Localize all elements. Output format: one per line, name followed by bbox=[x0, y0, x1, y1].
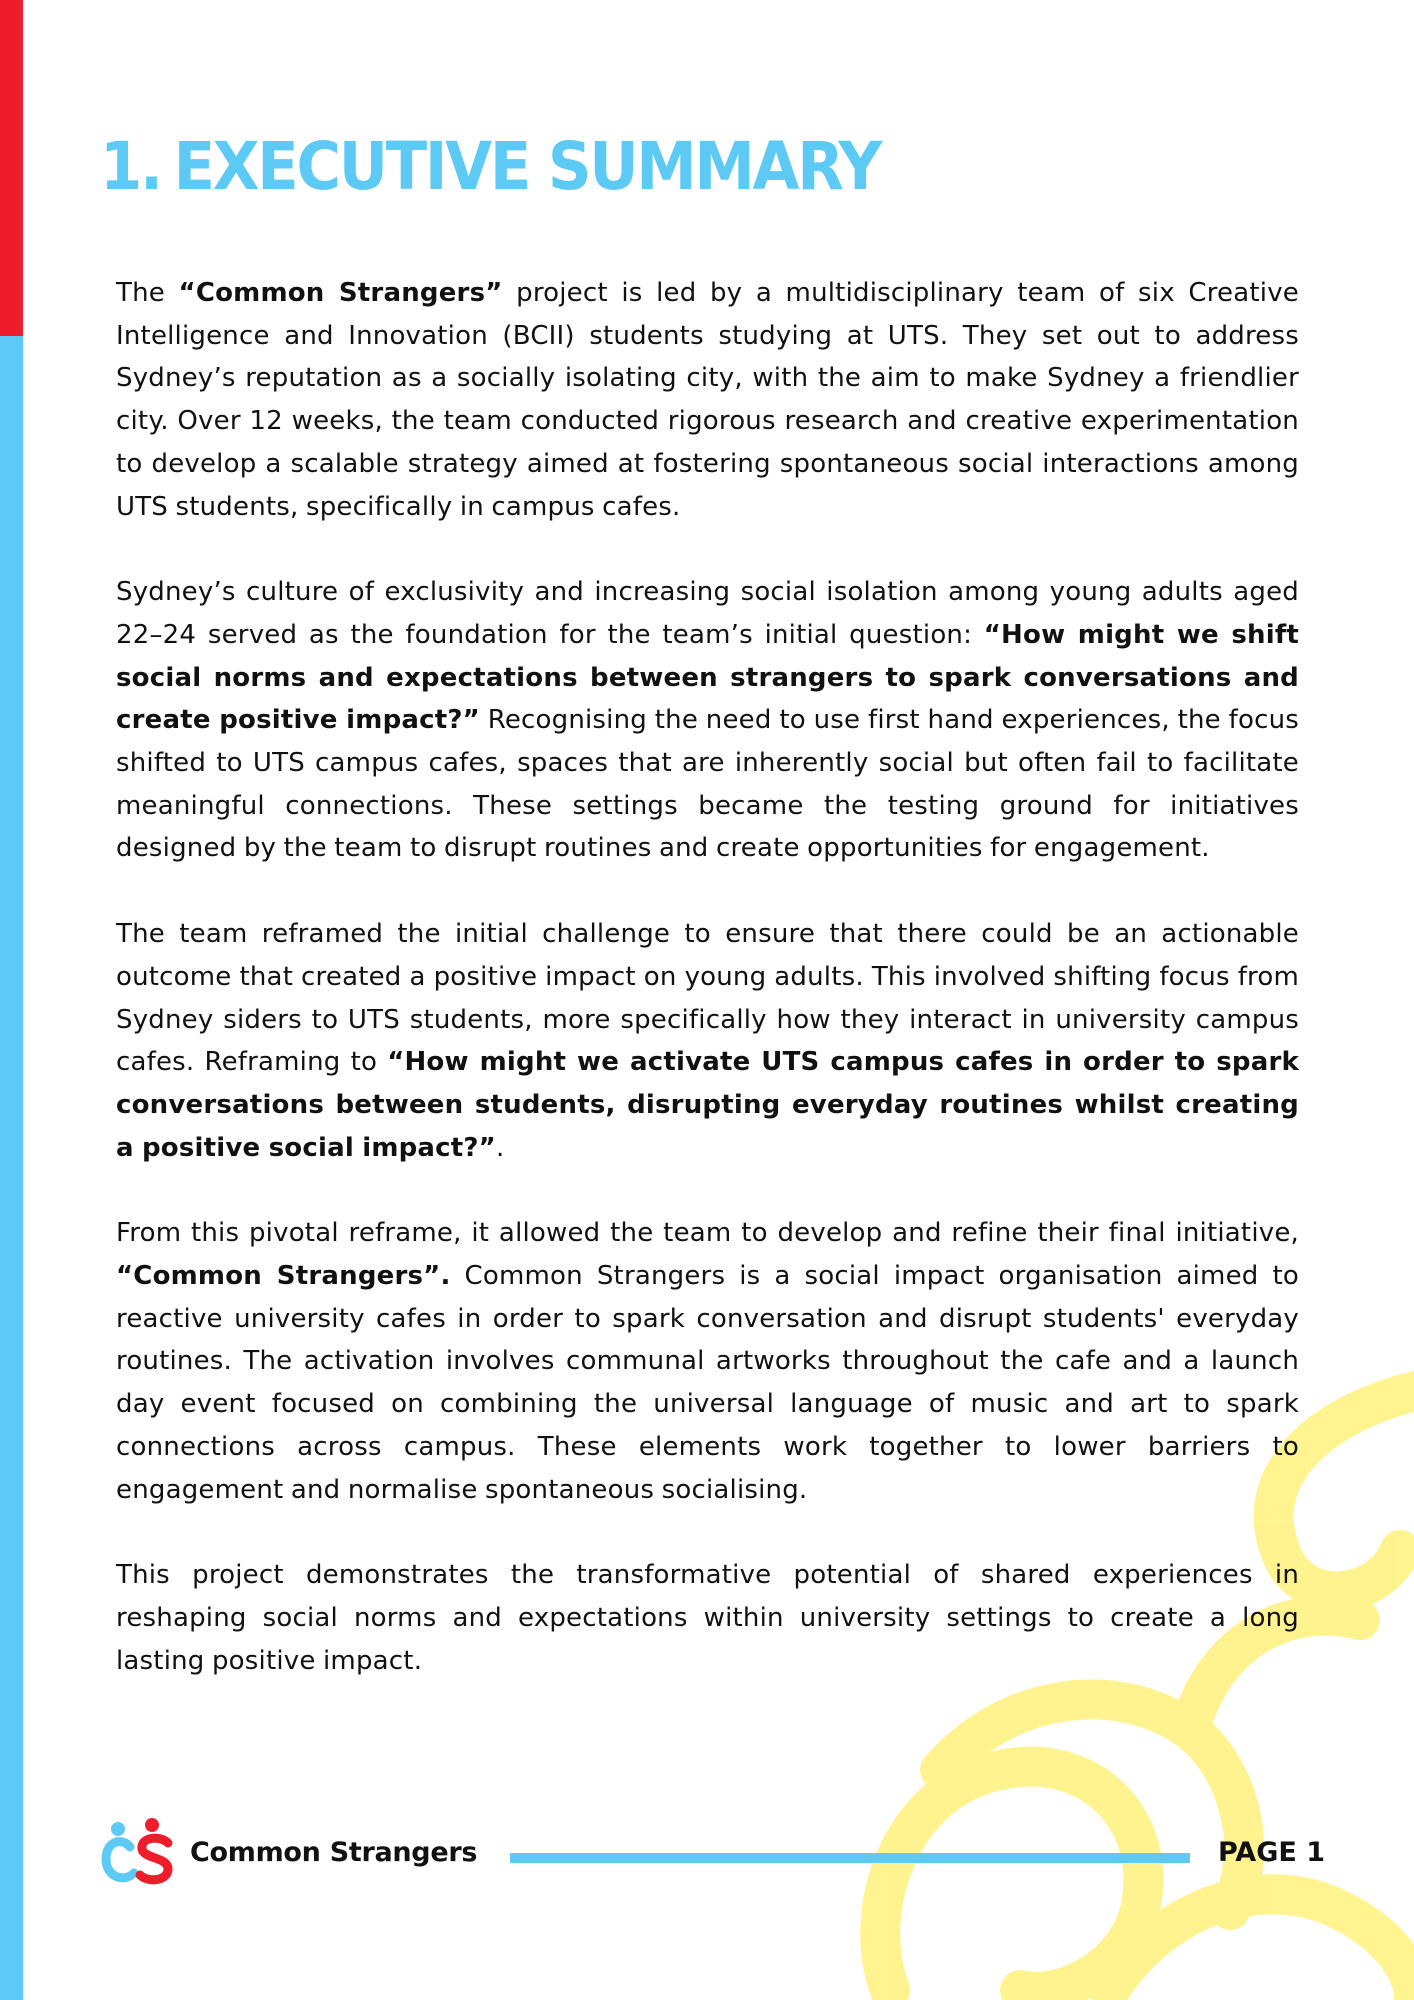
paragraph-3 bbox=[116, 913, 1299, 1169]
paragraph-1 bbox=[116, 272, 1299, 528]
text-run: . bbox=[495, 1132, 505, 1163]
section-title: EXECUTIVE SUMMARY bbox=[173, 128, 881, 205]
bold-text: “Common Strangers”. bbox=[116, 1261, 451, 1292]
section-number: 1. bbox=[100, 128, 161, 205]
text-run: Common Strangers is a social impact organisation aimed to reactive university cafes in order to spark conversation and disrupt students' everyday routines. The activation involves communal artworks throughout the cafe and a launch day event focused on combining the universal language of music and art to spark connections across campus. These elements work together to lower barriers to engagement and normalise spontaneous socialising. bbox=[116, 1261, 1299, 1505]
red-side-bar bbox=[0, 0, 23, 336]
text-run: The team reframed the initial challenge to ensure that there could be an actionable outcome that created a positive impact on young adults. This involved shifting focus from Sydney siders to UTS students, more specifically how they interact in university campus cafes. Reframing to bbox=[116, 919, 1299, 1078]
text-run: This project demonstrates the transformative potential of shared experiences in reshaping social norms and expectations within university settings to create a long lasting positive impact. bbox=[116, 1560, 1299, 1676]
cs-logo-icon bbox=[100, 1815, 178, 1887]
footer-divider bbox=[510, 1853, 1190, 1863]
bold-question: “How might we activate UTS campus cafes in order to spark conversations between students, disrupting everyday routines whilst creating a positive social impact?” bbox=[116, 1047, 1299, 1163]
text-run: From this pivotal reframe, it allowed the team to develop and refine their final initiative, bbox=[116, 1218, 1299, 1249]
text-run: The bbox=[116, 278, 179, 308]
page-title bbox=[100, 128, 880, 205]
paragraph-4 bbox=[116, 1212, 1299, 1511]
text-run: project is led by a multidisciplinary team of six Creative Intelligence and Innovation (BCII) students studying at UTS. They set out to address Sydney’s reputation as a socially isolating city, with the aim to make Sydney a friendlier city. Over 12 weeks, the team conducted rigorous research and creative experimentation to develop a scalable strategy aimed at fostering spontaneous social interactions among UTS students, specifically in campus cafes. bbox=[116, 278, 1299, 522]
paragraph-2 bbox=[116, 571, 1299, 870]
footer-brand: Common Strangers bbox=[190, 1837, 478, 1868]
body-text bbox=[116, 272, 1299, 1725]
bold-question: “How might we shift social norms and expectations between strangers to spark conversations and create positive impact?” bbox=[116, 619, 1300, 736]
page-number: PAGE 1 bbox=[1218, 1837, 1325, 1868]
text-run: Sydney’s culture of exclusivity and increasing social isolation among young adults aged 22–24 served as the foundation for the team’s initial question: bbox=[116, 577, 1299, 650]
blue-side-bar bbox=[0, 336, 23, 2000]
text-run: Recognising the need to use first hand experiences, the focus shifted to UTS campus cafes, spaces that are inherently social but often fail to facilitate meaningful connections. These settings became the testing ground for initiatives designed by the team to disrupt routines and create opportunities for engagement. bbox=[116, 705, 1300, 864]
paragraph-5 bbox=[116, 1554, 1299, 1682]
bold-text: “Common Strangers” bbox=[178, 278, 503, 308]
